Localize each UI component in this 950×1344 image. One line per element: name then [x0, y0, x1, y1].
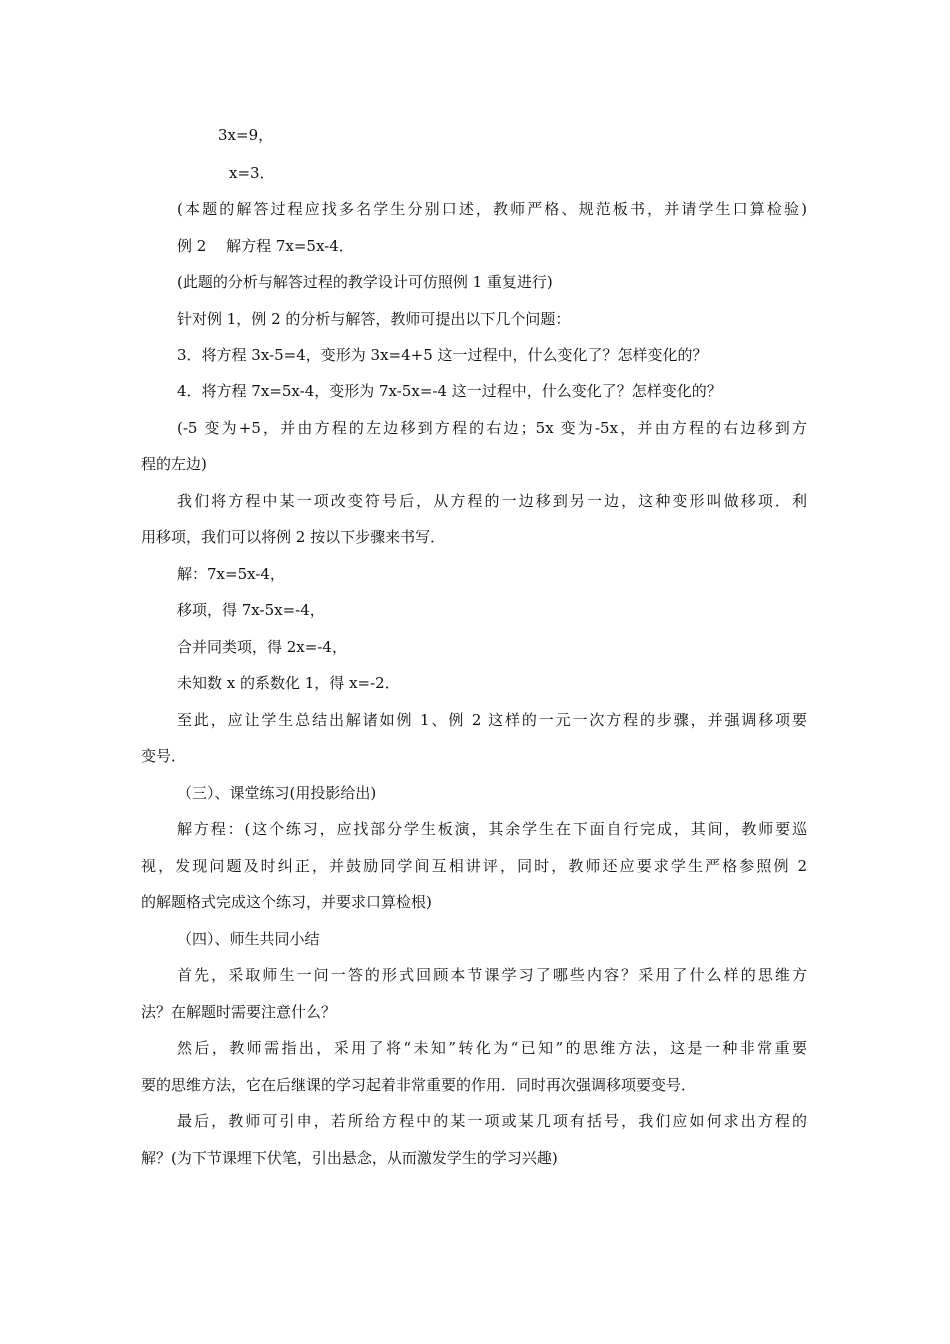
- paragraph-line: 解？(为下节课埋下伏笔，引出悬念，从而激发学生的学习兴趣): [141, 1149, 558, 1167]
- paragraph-line: 程的左边): [141, 455, 207, 473]
- paragraph-line: 最后，教师可引申，若所给方程中的某一项或某几项有括号，我们应如何求出方程的: [177, 1112, 807, 1130]
- example-heading: 例 2 解方程 7x=5x-4．: [177, 237, 354, 255]
- question-item: 3．将方程 3x-5=4，变形为 3x=4+5 这一过程中，什么变化了？怎样变化的？: [177, 346, 708, 364]
- equation-line: x=3．: [229, 164, 275, 182]
- paragraph-line: 变号．: [141, 747, 187, 765]
- section-heading: （三）、课堂练习(用投影给出): [177, 784, 377, 802]
- paragraph-line: (-5 变为+5，并由方程的左边移到方程的右边；5x 变为-5x，并由方程的右边移到方: [177, 419, 807, 437]
- paragraph-line: 法？在解题时需要注意什么？: [141, 1003, 337, 1021]
- paragraph-line: 视，发现问题及时纠正，并鼓励同学间互相讲评，同时，教师还应要求学生严格参照例 2: [141, 857, 807, 875]
- paragraph-line: (本题的解答过程应找多名学生分别口述，教师严格、规范板书，并请学生口算检验): [177, 200, 807, 218]
- solution-step: 未知数 x 的系数化 1，得 x=-2．: [177, 674, 400, 692]
- solution-step: 合并同类项，得 2x=-4，: [177, 638, 347, 656]
- solution-step: 移项，得 7x-5x=-4，: [177, 601, 325, 619]
- paragraph-line: 针对例 1，例 2 的分析与解答，教师可提出以下几个问题：: [177, 310, 571, 328]
- paragraph-line: 要的思维方法，它在后继课的学习起着非常重要的作用．同时再次强调移项要变号．: [141, 1076, 697, 1094]
- section-heading: （四）、师生共同小结: [177, 930, 320, 948]
- paragraph-line: 用移项，我们可以将例 2 按以下步骤来书写．: [141, 528, 446, 546]
- paragraph-line: 然后，教师需指出，采用了将“未知”转化为“已知”的思维方法，这是一种非常重要: [177, 1039, 807, 1057]
- paragraph-line: 解方程：(这个练习，应找部分学生板演，其余学生在下面自行完成，其间，教师要巡: [177, 820, 807, 838]
- question-item: 4．将方程 7x=5x-4，变形为 7x-5x=-4 这一过程中，什么变化了？怎样变化的？: [177, 382, 722, 400]
- equation-line: 3x=9，: [218, 126, 274, 144]
- paragraph-line: 首先，采取师生一问一答的形式回顾本节课学习了哪些内容？采用了什么样的思维方: [177, 966, 807, 984]
- paragraph-line: 的解题格式完成这个练习，并要求口算检根): [141, 893, 432, 911]
- paragraph-line: 至此，应让学生总结出解诸如例 1、例 2 这样的一元一次方程的步骤，并强调移项要: [177, 711, 807, 729]
- paragraph-line: (此题的分析与解答过程的教学设计可仿照例 1 重复进行): [177, 273, 553, 291]
- solution-step: 解：7x=5x-4，: [177, 565, 285, 583]
- paragraph-line: 我们将方程中某一项改变符号后，从方程的一边移到另一边，这种变形叫做移项．利: [177, 492, 807, 510]
